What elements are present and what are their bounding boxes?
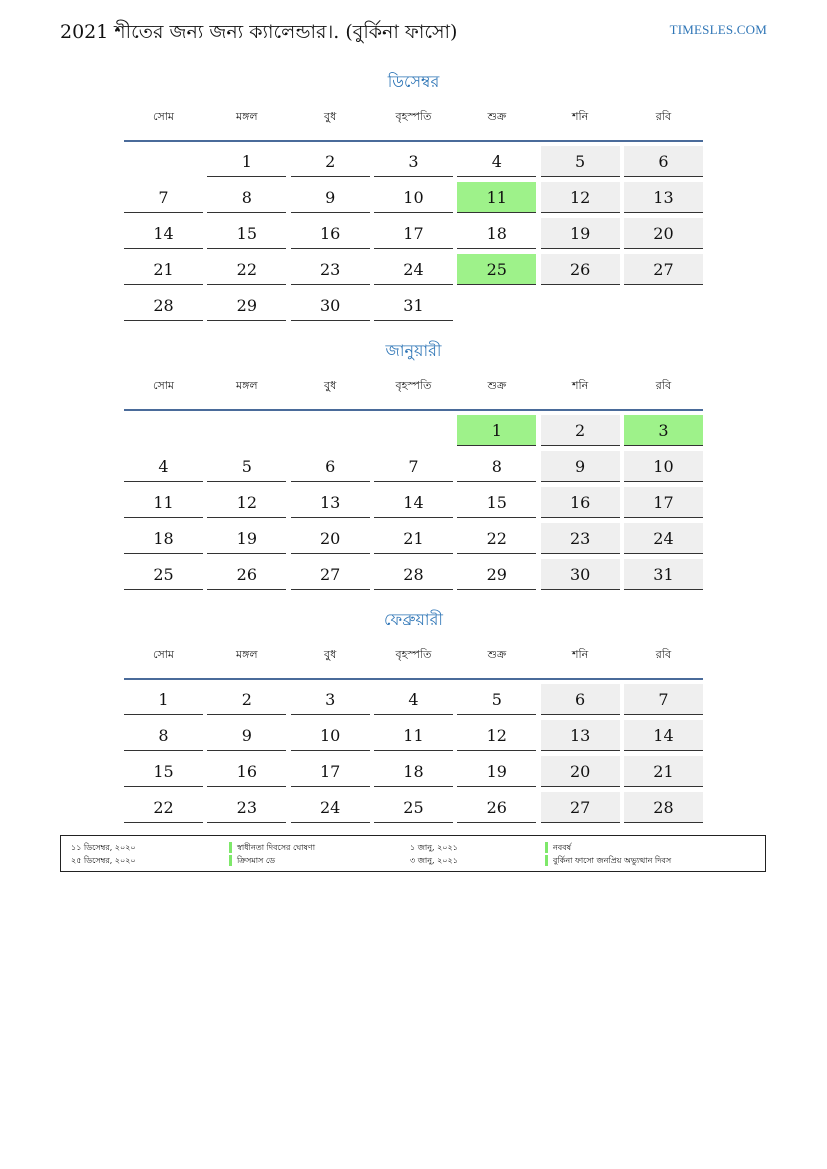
legend-date: ১১ ডিসেম্বর, ২০২০: [71, 843, 136, 852]
weekday-header: [124, 104, 703, 142]
legend-date: ১ জানু, ২০২১: [410, 843, 458, 852]
weekday-label: মঙ্গল: [236, 379, 258, 392]
weekday-label: সোম: [152, 110, 175, 123]
day-cell: 14: [624, 720, 703, 751]
weekday-label: রবি: [655, 648, 672, 661]
day-cell: 10: [291, 720, 370, 751]
day-cell: 5: [457, 684, 536, 715]
month-title: জানুয়ারী: [385, 341, 442, 360]
day-cell: 18: [124, 523, 203, 554]
day-cell: 12: [457, 720, 536, 751]
day-cell: 7: [124, 182, 203, 213]
day-cell: 6: [291, 451, 370, 482]
day-cell: 23: [541, 523, 620, 554]
month-title: ফেব্রুয়ারী: [384, 610, 443, 629]
weekday-label: শনি: [572, 110, 589, 123]
day-cell: 2: [291, 146, 370, 177]
weekday-header: [124, 642, 703, 680]
day-cell: 23: [207, 792, 286, 823]
day-cell: 31: [624, 559, 703, 590]
day-cell: 16: [291, 218, 370, 249]
month-title: ডিসেম্বর: [387, 72, 440, 91]
month-calendar: [124, 70, 703, 321]
weekday-label: মঙ্গল: [236, 648, 258, 661]
day-cell: 20: [291, 523, 370, 554]
day-grid: [124, 146, 703, 321]
day-cell: 11: [124, 487, 203, 518]
legend-name: ক্রিসমাস ডে: [237, 856, 275, 865]
day-cell: 5: [541, 146, 620, 177]
empty-cell: [291, 415, 370, 446]
empty-cell: [207, 415, 286, 446]
day-cell: 24: [291, 792, 370, 823]
weekday-label: বৃহস্পতি: [395, 110, 432, 123]
day-cell: 13: [541, 720, 620, 751]
day-cell: 10: [374, 182, 453, 213]
day-cell: 19: [541, 218, 620, 249]
day-cell: 31: [374, 290, 453, 321]
day-cell: 7: [624, 684, 703, 715]
day-cell: 26: [457, 792, 536, 823]
legend-date: ২৫ ডিসেম্বর, ২০২০: [71, 856, 136, 865]
day-cell: 17: [374, 218, 453, 249]
day-cell: 17: [624, 487, 703, 518]
day-cell: 20: [541, 756, 620, 787]
day-cell: 27: [624, 254, 703, 285]
holiday-day-cell: 3: [624, 415, 703, 446]
day-cell: 15: [457, 487, 536, 518]
empty-cell: [124, 146, 203, 177]
day-cell: 8: [124, 720, 203, 751]
day-cell: 22: [207, 254, 286, 285]
weekday-label: শুক্র: [487, 648, 507, 661]
day-cell: 10: [624, 451, 703, 482]
day-cell: 14: [124, 218, 203, 249]
weekday-label: শনি: [572, 379, 589, 392]
day-grid: [124, 415, 703, 590]
day-cell: 16: [207, 756, 286, 787]
day-cell: 1: [124, 684, 203, 715]
day-cell: 2: [207, 684, 286, 715]
day-cell: 15: [124, 756, 203, 787]
day-cell: 28: [374, 559, 453, 590]
day-cell: 27: [291, 559, 370, 590]
day-cell: 21: [374, 523, 453, 554]
legend-name: নববর্ষ: [553, 843, 572, 852]
day-cell: 25: [374, 792, 453, 823]
legend-item: [61, 842, 765, 854]
holiday-marker: [545, 855, 548, 866]
day-cell: 18: [457, 218, 536, 249]
legend-item: [61, 855, 765, 867]
day-cell: 6: [541, 684, 620, 715]
day-cell: 14: [374, 487, 453, 518]
day-cell: 19: [207, 523, 286, 554]
day-cell: 17: [291, 756, 370, 787]
weekday-label: বুধ: [324, 379, 337, 392]
day-cell: 26: [207, 559, 286, 590]
weekday-label: শুক্র: [487, 110, 507, 123]
day-cell: 9: [207, 720, 286, 751]
weekday-label: মঙ্গল: [236, 110, 258, 123]
day-cell: 25: [124, 559, 203, 590]
weekday-header: [124, 373, 703, 411]
day-cell: 30: [291, 290, 370, 321]
day-cell: 15: [207, 218, 286, 249]
day-cell: 4: [124, 451, 203, 482]
day-cell: 12: [541, 182, 620, 213]
holiday-day-cell: 11: [457, 182, 536, 213]
weekday-label: সোম: [152, 648, 175, 661]
weekday-label: শনি: [572, 648, 589, 661]
day-cell: 3: [374, 146, 453, 177]
day-cell: 16: [541, 487, 620, 518]
day-cell: 9: [541, 451, 620, 482]
day-cell: 29: [207, 290, 286, 321]
month-calendar: [124, 608, 703, 823]
day-cell: 21: [124, 254, 203, 285]
day-cell: 2: [541, 415, 620, 446]
day-cell: 21: [624, 756, 703, 787]
day-cell: 4: [457, 146, 536, 177]
day-cell: 12: [207, 487, 286, 518]
day-cell: 19: [457, 756, 536, 787]
day-cell: 11: [374, 720, 453, 751]
legend-date: ৩ জানু, ২০২১: [410, 856, 458, 865]
brand-link[interactable]: TIMESLES.COM: [669, 22, 767, 37]
day-cell: 29: [457, 559, 536, 590]
page-title: 2021 শীতের জন্য জন্য ক্যালেন্ডার।. (বুর্কিনা ফাসো): [60, 21, 458, 43]
day-cell: 8: [457, 451, 536, 482]
empty-cell: [374, 415, 453, 446]
day-cell: 24: [624, 523, 703, 554]
day-cell: 20: [624, 218, 703, 249]
empty-cell: [124, 415, 203, 446]
day-cell: 23: [291, 254, 370, 285]
day-cell: 30: [541, 559, 620, 590]
day-cell: 28: [124, 290, 203, 321]
day-cell: 22: [124, 792, 203, 823]
weekday-label: বুধ: [324, 110, 337, 123]
holiday-legend: [60, 835, 766, 872]
legend-name: স্বাধীনতা দিবসের ঘোষণা: [237, 843, 316, 852]
legend-name: বুর্কিনা ফাসো জনপ্রিয় অভ্যুত্থান দিবস: [553, 856, 672, 865]
weekday-label: রবি: [655, 379, 672, 392]
day-cell: 5: [207, 451, 286, 482]
weekday-label: সোম: [152, 379, 175, 392]
day-cell: 8: [207, 182, 286, 213]
day-cell: 28: [624, 792, 703, 823]
weekday-label: বৃহস্পতি: [395, 379, 432, 392]
weekday-label: বুধ: [324, 648, 337, 661]
day-cell: 13: [624, 182, 703, 213]
day-cell: 4: [374, 684, 453, 715]
day-cell: 3: [291, 684, 370, 715]
day-cell: 24: [374, 254, 453, 285]
month-calendar: [124, 339, 703, 590]
day-cell: 27: [541, 792, 620, 823]
holiday-day-cell: 1: [457, 415, 536, 446]
day-grid: [124, 684, 703, 823]
weekday-label: বৃহস্পতি: [395, 648, 432, 661]
day-cell: 13: [291, 487, 370, 518]
day-cell: 9: [291, 182, 370, 213]
day-cell: 26: [541, 254, 620, 285]
day-cell: 7: [374, 451, 453, 482]
day-cell: 22: [457, 523, 536, 554]
holiday-marker: [545, 842, 548, 853]
holiday-day-cell: 25: [457, 254, 536, 285]
weekday-label: রবি: [655, 110, 672, 123]
day-cell: 1: [207, 146, 286, 177]
day-cell: 18: [374, 756, 453, 787]
day-cell: 6: [624, 146, 703, 177]
weekday-label: শুক্র: [487, 379, 507, 392]
